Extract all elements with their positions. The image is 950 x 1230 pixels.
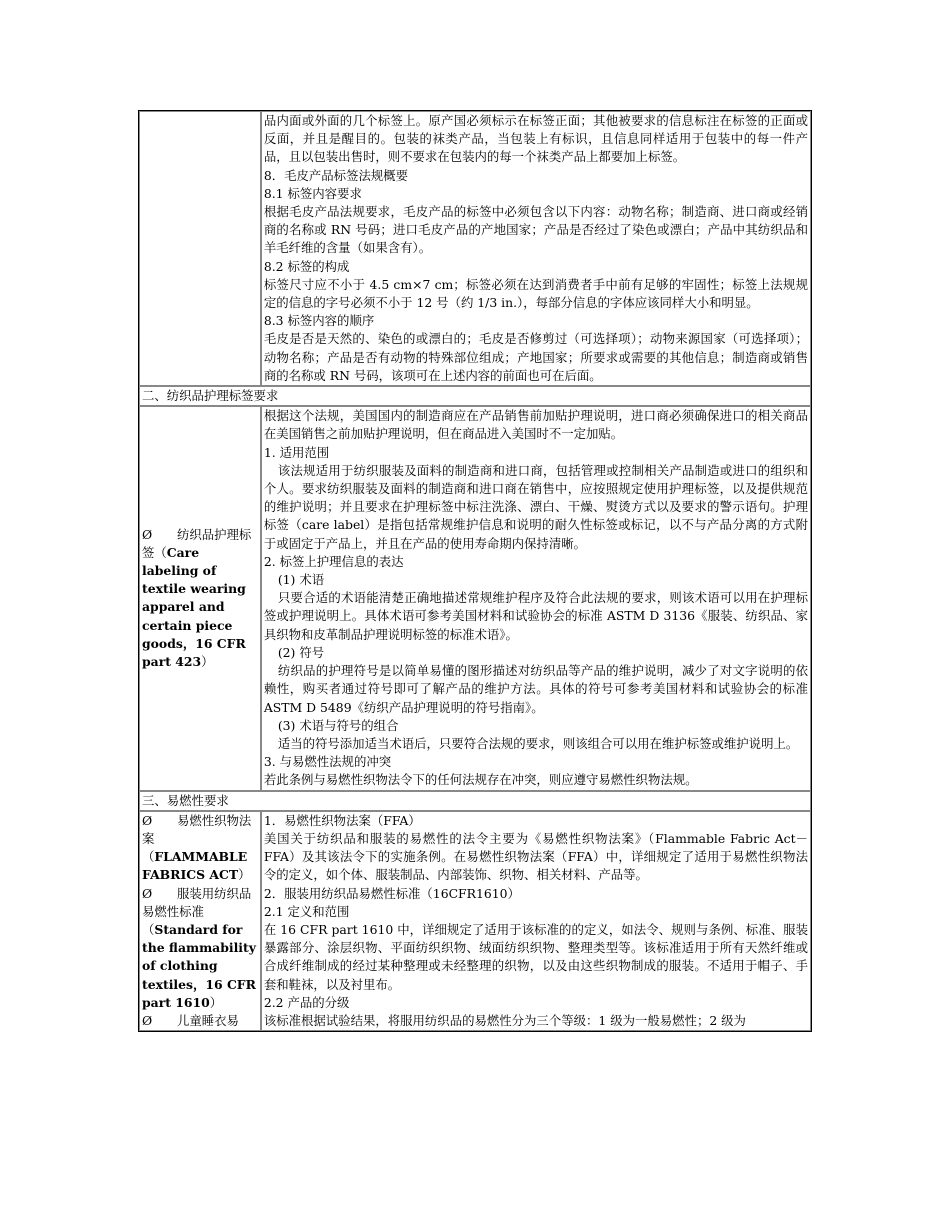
paragraph: 美国关于纺织品和服装的易燃性的法令主要为《易燃性织物法案》（Flammable Fabric Act－FFA）及其该法令下的实施条例。在易燃性织物法案（FFA）中，详细规定了适用于易燃性织物法令的定义，如个体、服装制品、内部装饰、织物、相关材料、产品等。 <box>263 830 808 883</box>
heading-1: 1. 适用范围 <box>263 444 330 460</box>
left-suffix: ） <box>238 867 251 883</box>
left-item <box>142 885 258 1012</box>
paragraph: 根据这个法规，美国国内的制造商应在产品销售前加贴护理说明，进口商必须确保进口的相关商品在美国销售之前加贴护理说明，但在商品进入美国时不一定加贴。 <box>263 408 808 442</box>
heading-8-1: 8.1 标签内容要求 <box>263 185 362 201</box>
left-bold: Care labeling of textile wearing apparel and certain piece goods，16 CFR part 423 <box>142 544 246 669</box>
subheading: (3) 术语与符号的组合 <box>277 717 399 733</box>
heading-8-2: 8.2 标签的构成 <box>263 258 350 274</box>
heading-8: 8．毛皮产品标签法规概要 <box>263 167 409 183</box>
subheading: (2) 符号 <box>277 644 325 660</box>
table-row <box>139 111 811 386</box>
paragraph: 标签尺寸应不小于 4.5 cm×7 cm；标签必须在达到消费者手中前有足够的牢固性；标签上法规规定的信息的字号必须不小于 12 号（约 1/3 in.），每部分信息的字体应该同样大小和明显。 <box>263 276 808 311</box>
paragraph: 根据毛皮产品法规要求，毛皮产品的标签中必须包含以下内容：动物名称；制造商、进口商或经销商的名称或 RN 号码；进口毛皮产品的产地国家；产品是否经过了染色或漂白；产品中其纺织品和羊毛纤维的含量（如果含有）。 <box>263 204 808 256</box>
left-prefix: Ø 纺织品护理标签（ <box>142 526 252 560</box>
heading-1: 1．易燃性织物法案（FFA） <box>263 812 421 828</box>
section-heading: 三、易燃性要求 <box>139 791 811 811</box>
paragraph: 该标准根据试验结果，将服用纺织品的易燃性分为三个等级：1 级为一般易燃性；2 级为 <box>263 1012 746 1028</box>
heading-2: 2. 标签上护理信息的表达 <box>263 553 404 569</box>
paragraph: 适当的符号添加适当术语后，只要符合法规的要求，则该组合可以用在维护标签或维护说明上。 <box>277 735 799 751</box>
heading-2-2: 2.2 产品的分级 <box>263 994 350 1010</box>
paragraph: 若此条例与易燃性织物法令下的任何法规存在冲突，则应遵守易燃性织物法规。 <box>263 772 698 788</box>
section-heading-row <box>139 791 811 811</box>
table-row <box>139 406 811 790</box>
left-item <box>142 812 258 885</box>
heading-2: 2．服装用纺织品易燃性标准（16CFR1610） <box>263 885 520 901</box>
left-bold: FLAMMABLE FABRICS ACT <box>142 849 248 883</box>
left-prefix: Ø 易燃性织物法案（ <box>142 812 252 865</box>
left-prefix: Ø 服装用纺织品易燃性标准（ <box>142 885 252 937</box>
left-suffix: ） <box>201 653 214 669</box>
left-cell-empty <box>139 111 261 386</box>
right-cell <box>261 111 811 386</box>
heading-2-1: 2.1 定义和范围 <box>263 903 350 919</box>
left-suffix: ） <box>209 994 223 1010</box>
paragraph: 毛皮是否是天然的、染色的或漂白的；毛皮是否修剪过（可选择项）；动物来源国家（可选择项）；动物名称；产品是否有动物的特殊部位组成；产地国家；所要求或需要的其他信息；制造商或销售商的名称或 RN 号码，该项可在上述内容的前面也可在后面。 <box>263 331 808 383</box>
document-table <box>138 110 812 1032</box>
section-heading-row <box>139 386 811 406</box>
left-item <box>142 1012 258 1030</box>
right-cell <box>261 811 811 1031</box>
left-prefix: Ø 儿童睡衣易 <box>142 1012 239 1028</box>
right-cell <box>261 406 811 790</box>
paragraph: 纺织品的护理符号是以简单易懂的图形描述对纺织品等产品的维护说明，减少了对文字说明的依赖性，购买者通过符号即可了解产品的维护方法。具体的符号可参考美国材料和试验协会的标准 ASTM D 5489《纺织产品护理说明的符号指南》。 <box>263 663 808 715</box>
table-row <box>139 811 811 1031</box>
paragraph: 在 16 CFR part 1610 中，详细规定了适用于该标准的的定义，如法令、规则与条例、标准、服装暴露部分、涂层织物、平面纺织织物、绒面纺织织物、整理类型等。该标准适用于所有天然纤维或合成纤维制成的经过某种整理或未经整理的织物，以及由这些织物制成的服装。不适用于帽子、手套和鞋袜，以及衬里布。 <box>263 921 808 992</box>
section-heading: 二、纺织品护理标签要求 <box>139 386 811 406</box>
heading-8-3: 8.3 标签内容的顺序 <box>263 313 375 329</box>
paragraph: 品内面或外面的几个标签上。原产国必须标示在标签正面；其他被要求的信息标注在标签的正面或反面，并且是醒目的。包装的袜类产品，当包装上有标识，且信息同样适用于包装中的每一件产品，且以包装出售时，则不要求在包装内的每一个袜类产品上都要加上标签。 <box>263 113 808 165</box>
heading-3: 3. 与易燃性法规的冲突 <box>263 754 392 770</box>
left-cell <box>139 406 261 790</box>
subheading: (1) 术语 <box>277 572 325 588</box>
left-bold: Standard for the flammability of clothing textiles，16 CFR part 1610 <box>142 921 256 1010</box>
left-cell <box>139 811 261 1031</box>
paragraph: 该法规适用于纺织服装及面料的制造商和进口商，包括管理或控制相关产品制造或进口的组织和个人。要求纺织服装及面料的制造商和进口商在销售中，应按照规定使用护理标签，以及提供规范的维护说明；并且要求在护理标签中标注洗涤、漂白、干燥、熨烫方式以及要求的警示语句。护理标签（care label）是指包括常规维护信息和说明的耐久性标签或标记，以不与产品分离的方式附于或固定于产品上，并且在产品的使用寿命期内保持清晰。 <box>263 462 808 551</box>
paragraph: 只要合适的术语能清楚正确地描述常规维护程序及符合此法规的要求，则该术语可以用在护理标签或护理说明上。具体术语可参考美国材料和试验协会的标准 ASTM D 3136《服装、纺织品、家具织物和皮革制品护理说明标签的标准术语》。 <box>263 590 808 642</box>
